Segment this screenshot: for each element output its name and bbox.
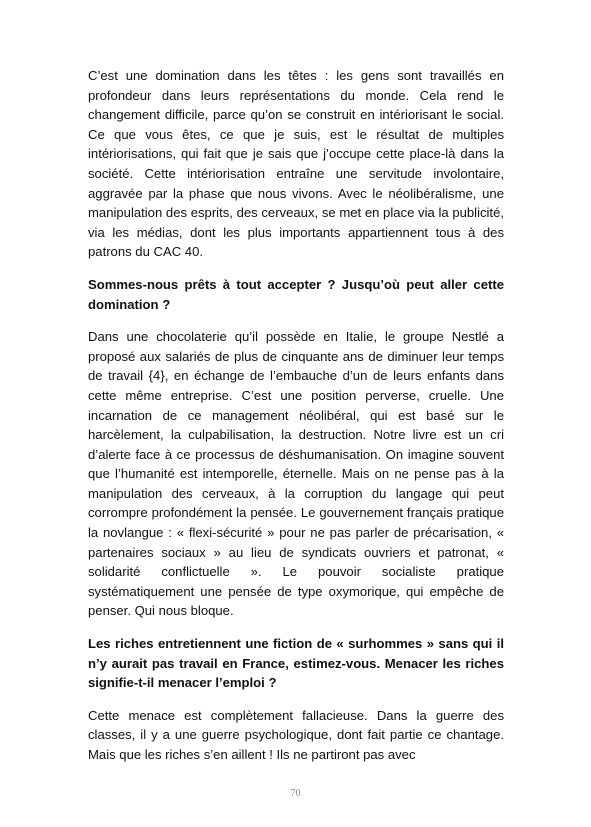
paragraph: Cette menace est complètement fallacieuse. Dans la guerre des classes, il y a une guerre psychologique, dont fait partie ce chantage. Mais que les riches s’en aillent ! Ils ne partiront pas avec [88, 707, 504, 762]
paragraph: Dans une chocolaterie qu’il possède en Italie, le groupe Nestlé a proposé aux salariés de plus de cinquante ans de diminuer leur temps de travail {4}, en échange de l’embauche d’un de leurs enfants dans cette même entreprise. C’est une position perverse, cruelle. Une incarnation de ce management néolibéral, qui est basé sur le harcèlement, la culpabilisation, la destruction. Notre livre est un cri d’alerte face à ce processus de déshumanisation. On imagine souvent que l’humanité est intemporelle, éternelle. Mais on ne pense pas à la manipulation des cerveaux, à la corruption du langage qui peut corrompre profondément la pensée. Le gouvernement français pratique la novlangue : « flexi-sécurité » pour ne pas parler de précarisation, « partenaires sociaux » au lieu de syndicats ouvriers et patronat, « solidarité conflictuelle ». Le pouvoir socialiste pratique systématiquement une pensée de type oxymorique, qui empêche de penser. Qui nous bloque. [88, 329, 504, 619]
page-body [88, 66, 504, 778]
interview-question: Sommes-nous prêts à tout accepter ? Jusqu’où peut aller cette domination ? [88, 276, 504, 312]
paragraph: C’est une domination dans les têtes : les gens sont travaillés en profondeur dans leurs représentations du monde. Cela rend le changement difficile, parce qu’on se construit en intériorisant le social. Ce que vous êtes, ce que je suis, est le résultat de multiples intériorisations, qui fait que je sais que j’occupe cette place-là dans la société. Cette intériorisation entraîne une servitude involontaire, aggravée par la phase que nous vivons. Avec le néolibéralisme, une manipulation des esprits, des cerveaux, se met en place via la publicité, via les médias, dont les plus importants appartiennent tous à des patrons du CAC 40. [88, 68, 504, 260]
interview-question: Les riches entretiennent une fiction de « surhommes » sans qui il n’y aurait pas travail en France, estimez-vous. Menacer les riches signifie-t-il menacer l’emploi ? [88, 636, 504, 691]
page-number: 70 [290, 788, 301, 799]
